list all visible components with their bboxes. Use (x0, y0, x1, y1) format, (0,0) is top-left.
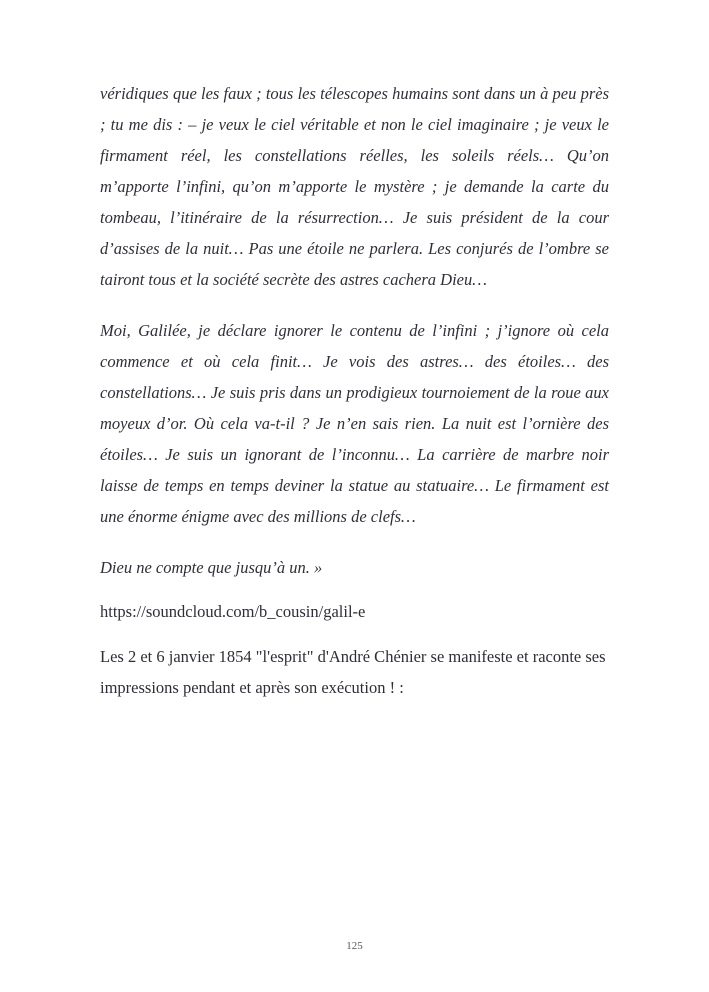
soundcloud-link[interactable]: https://soundcloud.com/b_cousin/galil-e (100, 602, 366, 621)
paragraph-galilee-declaration: Moi, Galilée, je déclare ignorer le contenu de l’infini ; j’ignore où cela commence et où cela finit… Je vois des astres… des étoiles… des constellations… Je suis pris dans un prodigieux tournoiement de la roue aux moyeux d’or. Où cela va-t-il ? Je n’en sais rien. La nuit est l’ornière des étoiles… Je suis un ignorant de l’inconnu… La carrière de marbre noir laisse de temps en temps deviner la statue au statuaire… Le firmament est une énorme énigme avec des millions de clefs… (100, 321, 609, 526)
page-number: 125 (346, 940, 363, 952)
paragraph-closing-quote: Dieu ne compte que jusqu’à un. » (100, 558, 323, 577)
paragraph-continuation: véridiques que les faux ; tous les télescopes humains sont dans un à peu près ; tu me dis : – je veux le ciel véritable et non le ciel imaginaire ; je veux le firmament réel, les constellations réelles, les soleils réels… Qu’on m’apporte l’infini, qu’on m’apporte le mystère ; je demande la carte du tombeau, l’itinéraire de la résurrection… Je suis président de la cour d’assises de la nuit… Pas une étoile ne parlera. Les conjurés de l’ombre se tairont tous et la société secrète des astres cachera Dieu… (100, 84, 609, 289)
paragraph-chenier-note: Les 2 et 6 janvier 1854 "l'esprit" d'André Chénier se manifeste et raconte ses impressions pendant et après son exécution ! : (100, 647, 606, 697)
